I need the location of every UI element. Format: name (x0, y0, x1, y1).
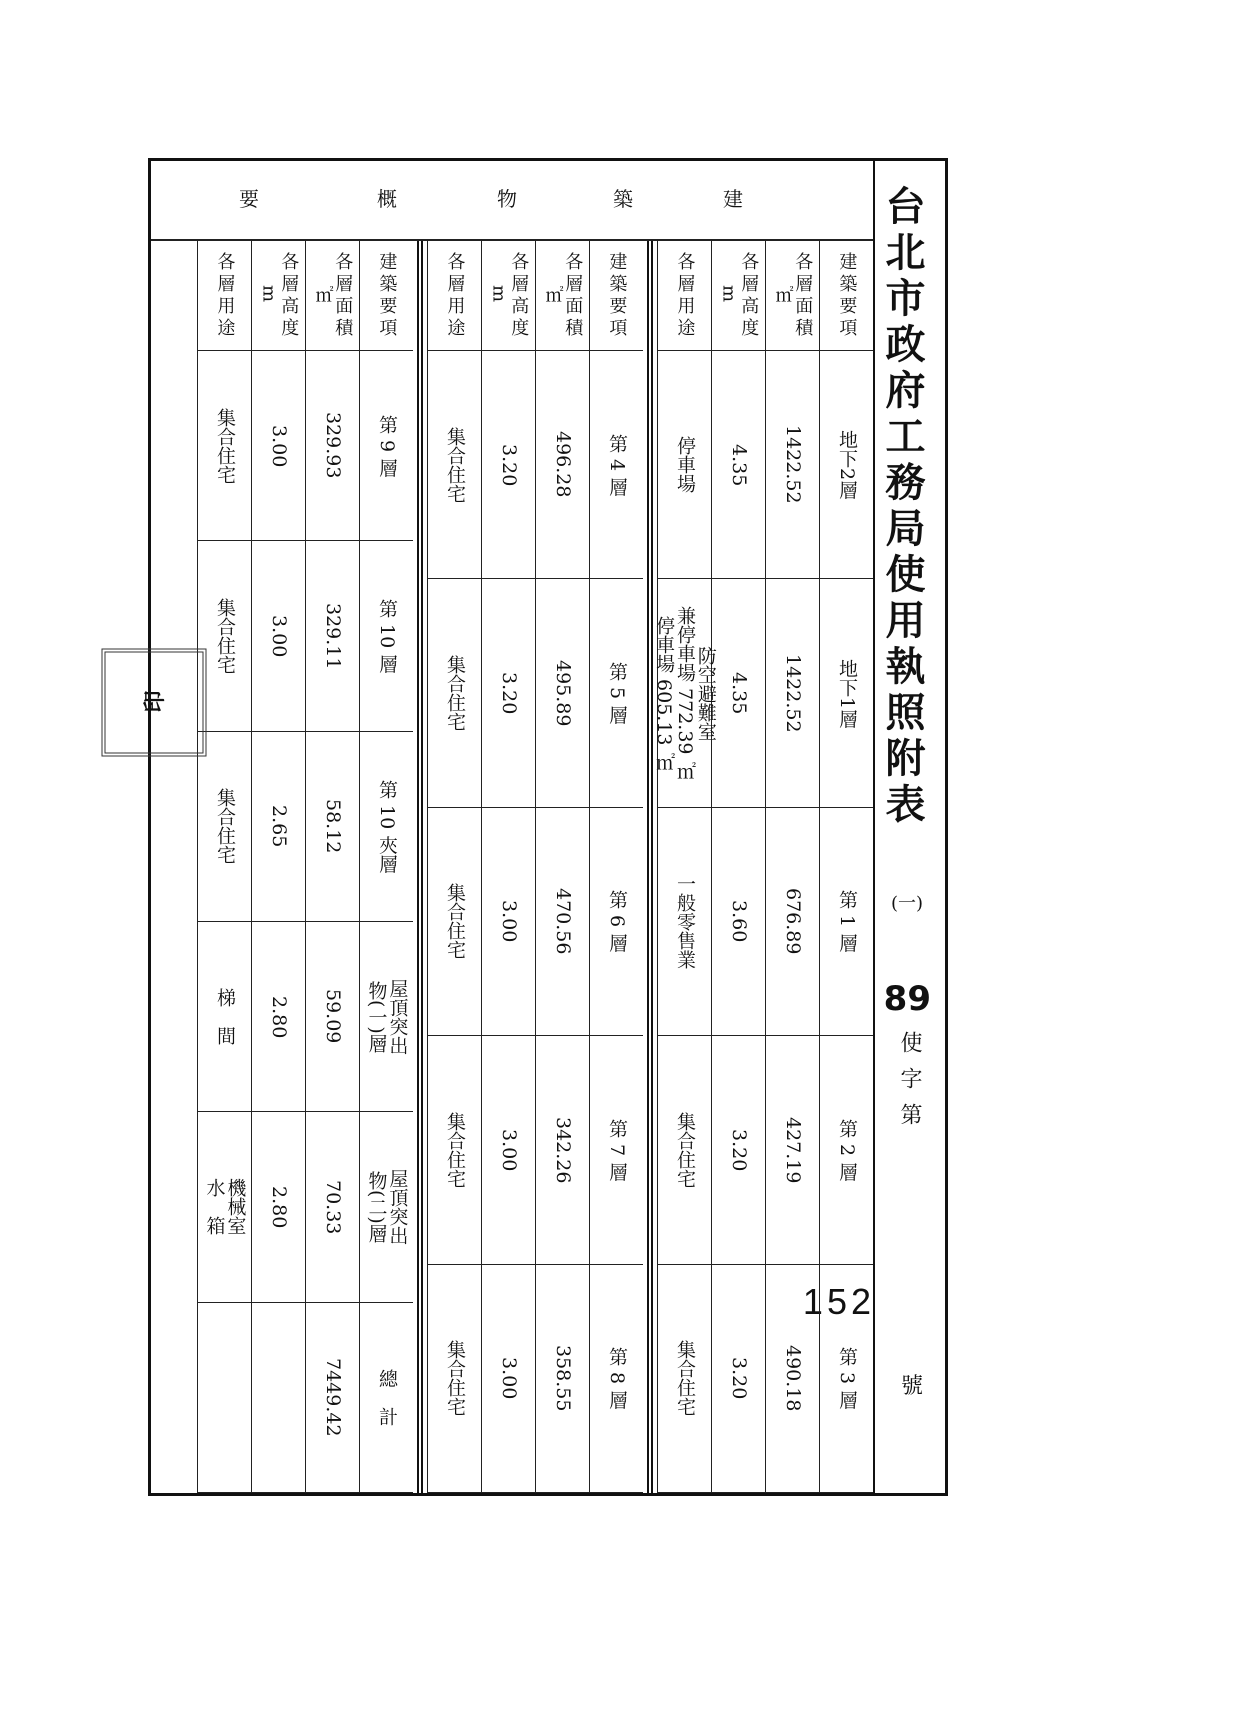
cell-area: 342.26 (535, 1036, 589, 1264)
cell-height: 3.20 (711, 1036, 765, 1264)
official-seal (102, 649, 207, 757)
title-suffix: (一) (890, 893, 923, 914)
permit-number: 152 (802, 1281, 875, 1322)
cell-item: 屋頂突出 物(一)層 (359, 922, 413, 1112)
cell-area: 329.93 (305, 351, 359, 541)
cell-use: 集合住宅 (427, 808, 481, 1036)
row-header-area: 各層面積㎡ (535, 241, 589, 351)
cell-height: 3.20 (481, 579, 535, 807)
permit-attachment-form (148, 158, 948, 1496)
cell-item: 第 3 層 (819, 1265, 873, 1493)
cell-height: 2.80 (251, 1112, 305, 1302)
cell-height: 3.00 (481, 1036, 535, 1264)
section-band (151, 161, 873, 239)
cell-height: 3.00 (481, 1265, 535, 1493)
seal-text: 印 (142, 690, 166, 716)
cell-use: 集合住宅 (427, 1265, 481, 1493)
cell-item: 第 5 層 (589, 579, 643, 807)
section-separator (417, 241, 423, 1493)
band-char-1: 建 (723, 187, 743, 211)
permit-suffix: 號 (900, 1374, 923, 1399)
band-char-3: 物 (497, 187, 517, 211)
section-separator (647, 241, 653, 1493)
cell-height: 3.20 (711, 1265, 765, 1493)
row-header-area: 各層面積㎡ (765, 241, 819, 351)
cell-area: 358.55 (535, 1265, 589, 1493)
cell-area: 427.19 (765, 1036, 819, 1264)
cell-height: 3.00 (251, 351, 305, 541)
cell-use: 一般零售業 (657, 808, 711, 1036)
row-header-area: 各層面積㎡ (305, 241, 359, 351)
cell-area: 1422.52 (765, 579, 819, 807)
row-header-use: 各層用途 (427, 241, 481, 351)
cell-area: 329.11 (305, 541, 359, 731)
band-char-4: 概 (377, 187, 397, 211)
row-header-height: 各層高度 m (711, 241, 765, 351)
row-header-height: 各層高度 m (251, 241, 305, 351)
cell-item: 第 8 層 (589, 1265, 643, 1493)
cell-height: 2.80 (251, 922, 305, 1112)
cell-item: 第 4 層 (589, 351, 643, 579)
cell-item: 第 10 層 (359, 541, 413, 731)
cell-area: 676.89 (765, 808, 819, 1036)
cell-use (197, 1303, 251, 1493)
row-header-item: 建築要項 (819, 241, 873, 351)
cell-area: 470.56 (535, 808, 589, 1036)
cell-item: 第 2 層 (819, 1036, 873, 1264)
cell-area: 1422.52 (765, 351, 819, 579)
cell-height: 3.20 (481, 351, 535, 579)
cell-height: 3.00 (481, 808, 535, 1036)
cell-item: 屋頂突出 物(二)層 (359, 1112, 413, 1302)
band-char-5: 要 (239, 187, 259, 211)
cell-item: 第 10 夾層 (359, 732, 413, 922)
row-header-use: 各層用途 (657, 241, 711, 351)
cell-item: 第 1 層 (819, 808, 873, 1036)
cell-use: 梯 間 (197, 922, 251, 1112)
row-header-item: 建築要項 (589, 241, 643, 351)
cell-area: 58.12 (305, 732, 359, 922)
cell-height: 3.00 (251, 541, 305, 731)
cell-item: 第 9 層 (359, 351, 413, 541)
cell-area: 70.33 (305, 1112, 359, 1302)
cell-area: 7449.42 (305, 1303, 359, 1493)
title-column (873, 161, 945, 1493)
cell-use: 集合住宅 (197, 351, 251, 541)
cell-use: 停車場 (657, 351, 711, 579)
row-header-item: 建築要項 (359, 241, 413, 351)
row-header-height: 各層高度 m (481, 241, 535, 351)
cell-use: 防空避難室 兼停車場 772.39 ㎡ 停車場 605.13 ㎡ (657, 579, 711, 807)
cell-item: 第 7 層 (589, 1036, 643, 1264)
cell-use: 集合住宅 (657, 1036, 711, 1264)
cell-area: 496.28 (535, 351, 589, 579)
cell-area: 59.09 (305, 922, 359, 1112)
form-title: 台北市政府工務局使用執照附表 (879, 185, 925, 829)
cell-use: 集合住宅 (197, 541, 251, 731)
permit-chars: 使字第 (897, 1031, 922, 1139)
cell-item: 地下1層 (819, 579, 873, 807)
cell-height: 4.35 (711, 579, 765, 807)
cell-item: 第 6 層 (589, 808, 643, 1036)
cell-item: 總 計 (359, 1303, 413, 1493)
cell-area: 495.89 (535, 579, 589, 807)
cell-height: 2.65 (251, 732, 305, 922)
cell-item: 地下2層 (819, 351, 873, 579)
cell-use: 集合住宅 (427, 1036, 481, 1264)
cell-use: 集合住宅 (197, 732, 251, 922)
cell-use: 集合住宅 (657, 1265, 711, 1493)
permit-year: 89 (883, 979, 931, 1019)
cell-height: 4.35 (711, 351, 765, 579)
cell-use: 集合住宅 (427, 579, 481, 807)
band-char-2: 築 (613, 187, 633, 211)
row-header-use: 各層用途 (197, 241, 251, 351)
cell-use: 集合住宅 (427, 351, 481, 579)
cell-area: 490.18 (765, 1265, 819, 1493)
cell-use: 機械室 水 箱 (197, 1112, 251, 1302)
cell-height: 3.60 (711, 808, 765, 1036)
cell-height (251, 1303, 305, 1493)
